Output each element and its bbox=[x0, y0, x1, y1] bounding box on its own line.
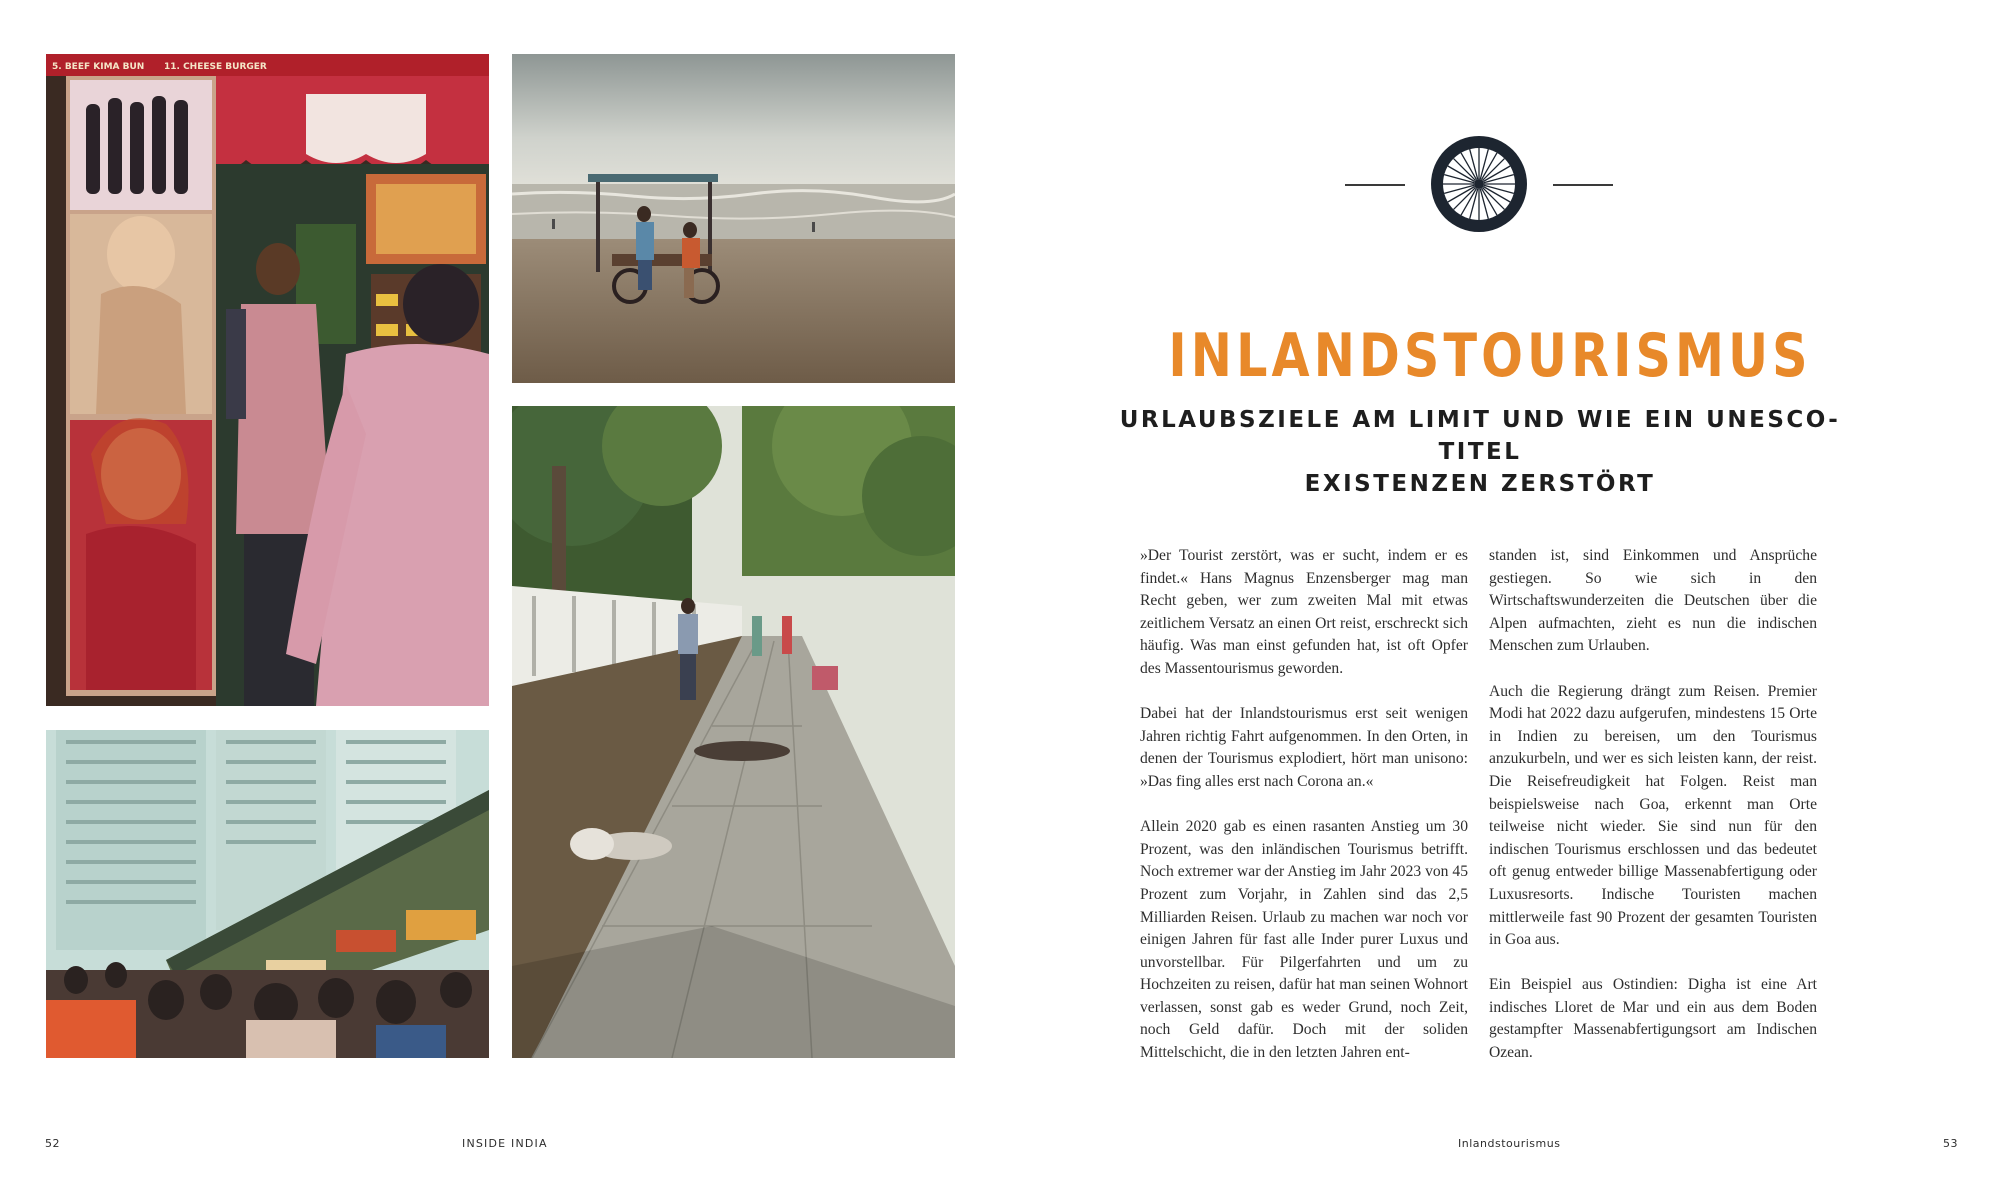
running-title-left: INSIDE INDIA bbox=[462, 1137, 548, 1150]
subheadline-line-2: EXISTENZEN ZERSTÖRT bbox=[1304, 471, 1656, 497]
running-title-right: Inlandstourismus bbox=[1458, 1137, 1561, 1150]
paragraph: Allein 2020 gab es einen rasanten Anstieg um 30 Prozent, was den inländischen Tourismus betrifft. Noch extremer war der Anstieg im Jahr 2023 von 45 Prozent zum Vorjahr, in Zahlen sind das 2,5 Milliarden Reisen. Urlaub zu machen war noch vor einigen Jahren für fast alle Inder purer Luxus und unvorstellbar. Für Pilgerfahrten und um zu Hochzeiten zu reisen, dafür hat man seinen Wohnort verlassen, sonst gab es weder Grund, noch Zeit, noch Geld dafür. Doch mit der soliden Mittelschicht, die in den letzten Jahren ent- bbox=[1140, 818, 1468, 1062]
text-column-right bbox=[1489, 545, 1817, 1087]
paragraph: Ein Beispiel aus Ostindien: Digha ist eine Art indisches Lloret de Mar und ein aus dem Boden gestampfter Massenabfertigungsort am Indischen Ozean. bbox=[1489, 976, 1817, 1062]
page-number-left: 52 bbox=[45, 1137, 60, 1150]
article-subheadline bbox=[1100, 404, 1860, 500]
paragraph: standen ist, sind Einkommen und Ansprüche gestiegen. So wie sich in den Wirtschaftswunderzeiten die Deutschen über die Alpen aufmachten, zieht es nun die indischen Menschen zum Urlauben. bbox=[1489, 547, 1817, 655]
ashoka-chakra-wheel-icon bbox=[1429, 134, 1529, 234]
article-headline: INLANDSTOURISMUS bbox=[1168, 321, 1812, 391]
beach-cart-photo bbox=[512, 54, 955, 383]
text-column-left bbox=[1140, 545, 1468, 1087]
sidewalk-photo bbox=[512, 406, 955, 1058]
emblem-rule-right bbox=[1553, 184, 1613, 186]
subheadline-line-1: URLAUBSZIELE AM LIMIT UND WIE EIN UNESCO-TITEL bbox=[1119, 407, 1841, 465]
menu-sign-item-1: 5. BEEF KIMA BUN bbox=[52, 62, 145, 72]
paragraph: »Der Tourist zerstört, was er sucht, indem er es findet.« Hans Magnus Enzensberger mag man Recht geben, wer zum zweiten Mal mit etwas zeitlichem Versatz an einen Ort reist, erschreckt sich häufig. Was man einst gefunden hat, ist oft Opfer des Massentourismus geworden. bbox=[1140, 547, 1468, 677]
emblem-rule-left bbox=[1345, 184, 1405, 186]
chakra-emblem bbox=[1345, 134, 1613, 236]
page-number-right: 53 bbox=[1943, 1137, 1958, 1150]
paragraph: Dabei hat der Inlandstourismus erst seit wenigen Jahren richtig Fahrt aufgenommen. In den Orten, in denen der Tourismus explodiert, hört man unisono: »Das fing alles erst nach Corona an.« bbox=[1140, 705, 1468, 790]
tower-blocks-photo bbox=[46, 730, 489, 1058]
market-stall-photo bbox=[46, 54, 489, 706]
menu-sign-item-2: 11. CHEESE BURGER bbox=[164, 62, 267, 72]
paragraph: Auch die Regierung drängt zum Reisen. Premier Modi hat 2022 dazu aufgerufen, mindestens 15 Orte in Indien zu bereisen, um den Tourismus anzukurbeln, und wer es sich leisten kann, der reist. Die Reisefreudigkeit hat Folgen. Reist man beispielsweise nach Goa, erkennt man Orte teilweise nicht wieder. Sie sind nun für den indischen Tourismus erschlossen und das bedeutet oft genug entweder billige Massenabfertigung oder Luxusresorts. Indische Touristen machen mittlerweile fast 90 Prozent der gesamten Touristen in Goa aus. bbox=[1489, 682, 1817, 949]
